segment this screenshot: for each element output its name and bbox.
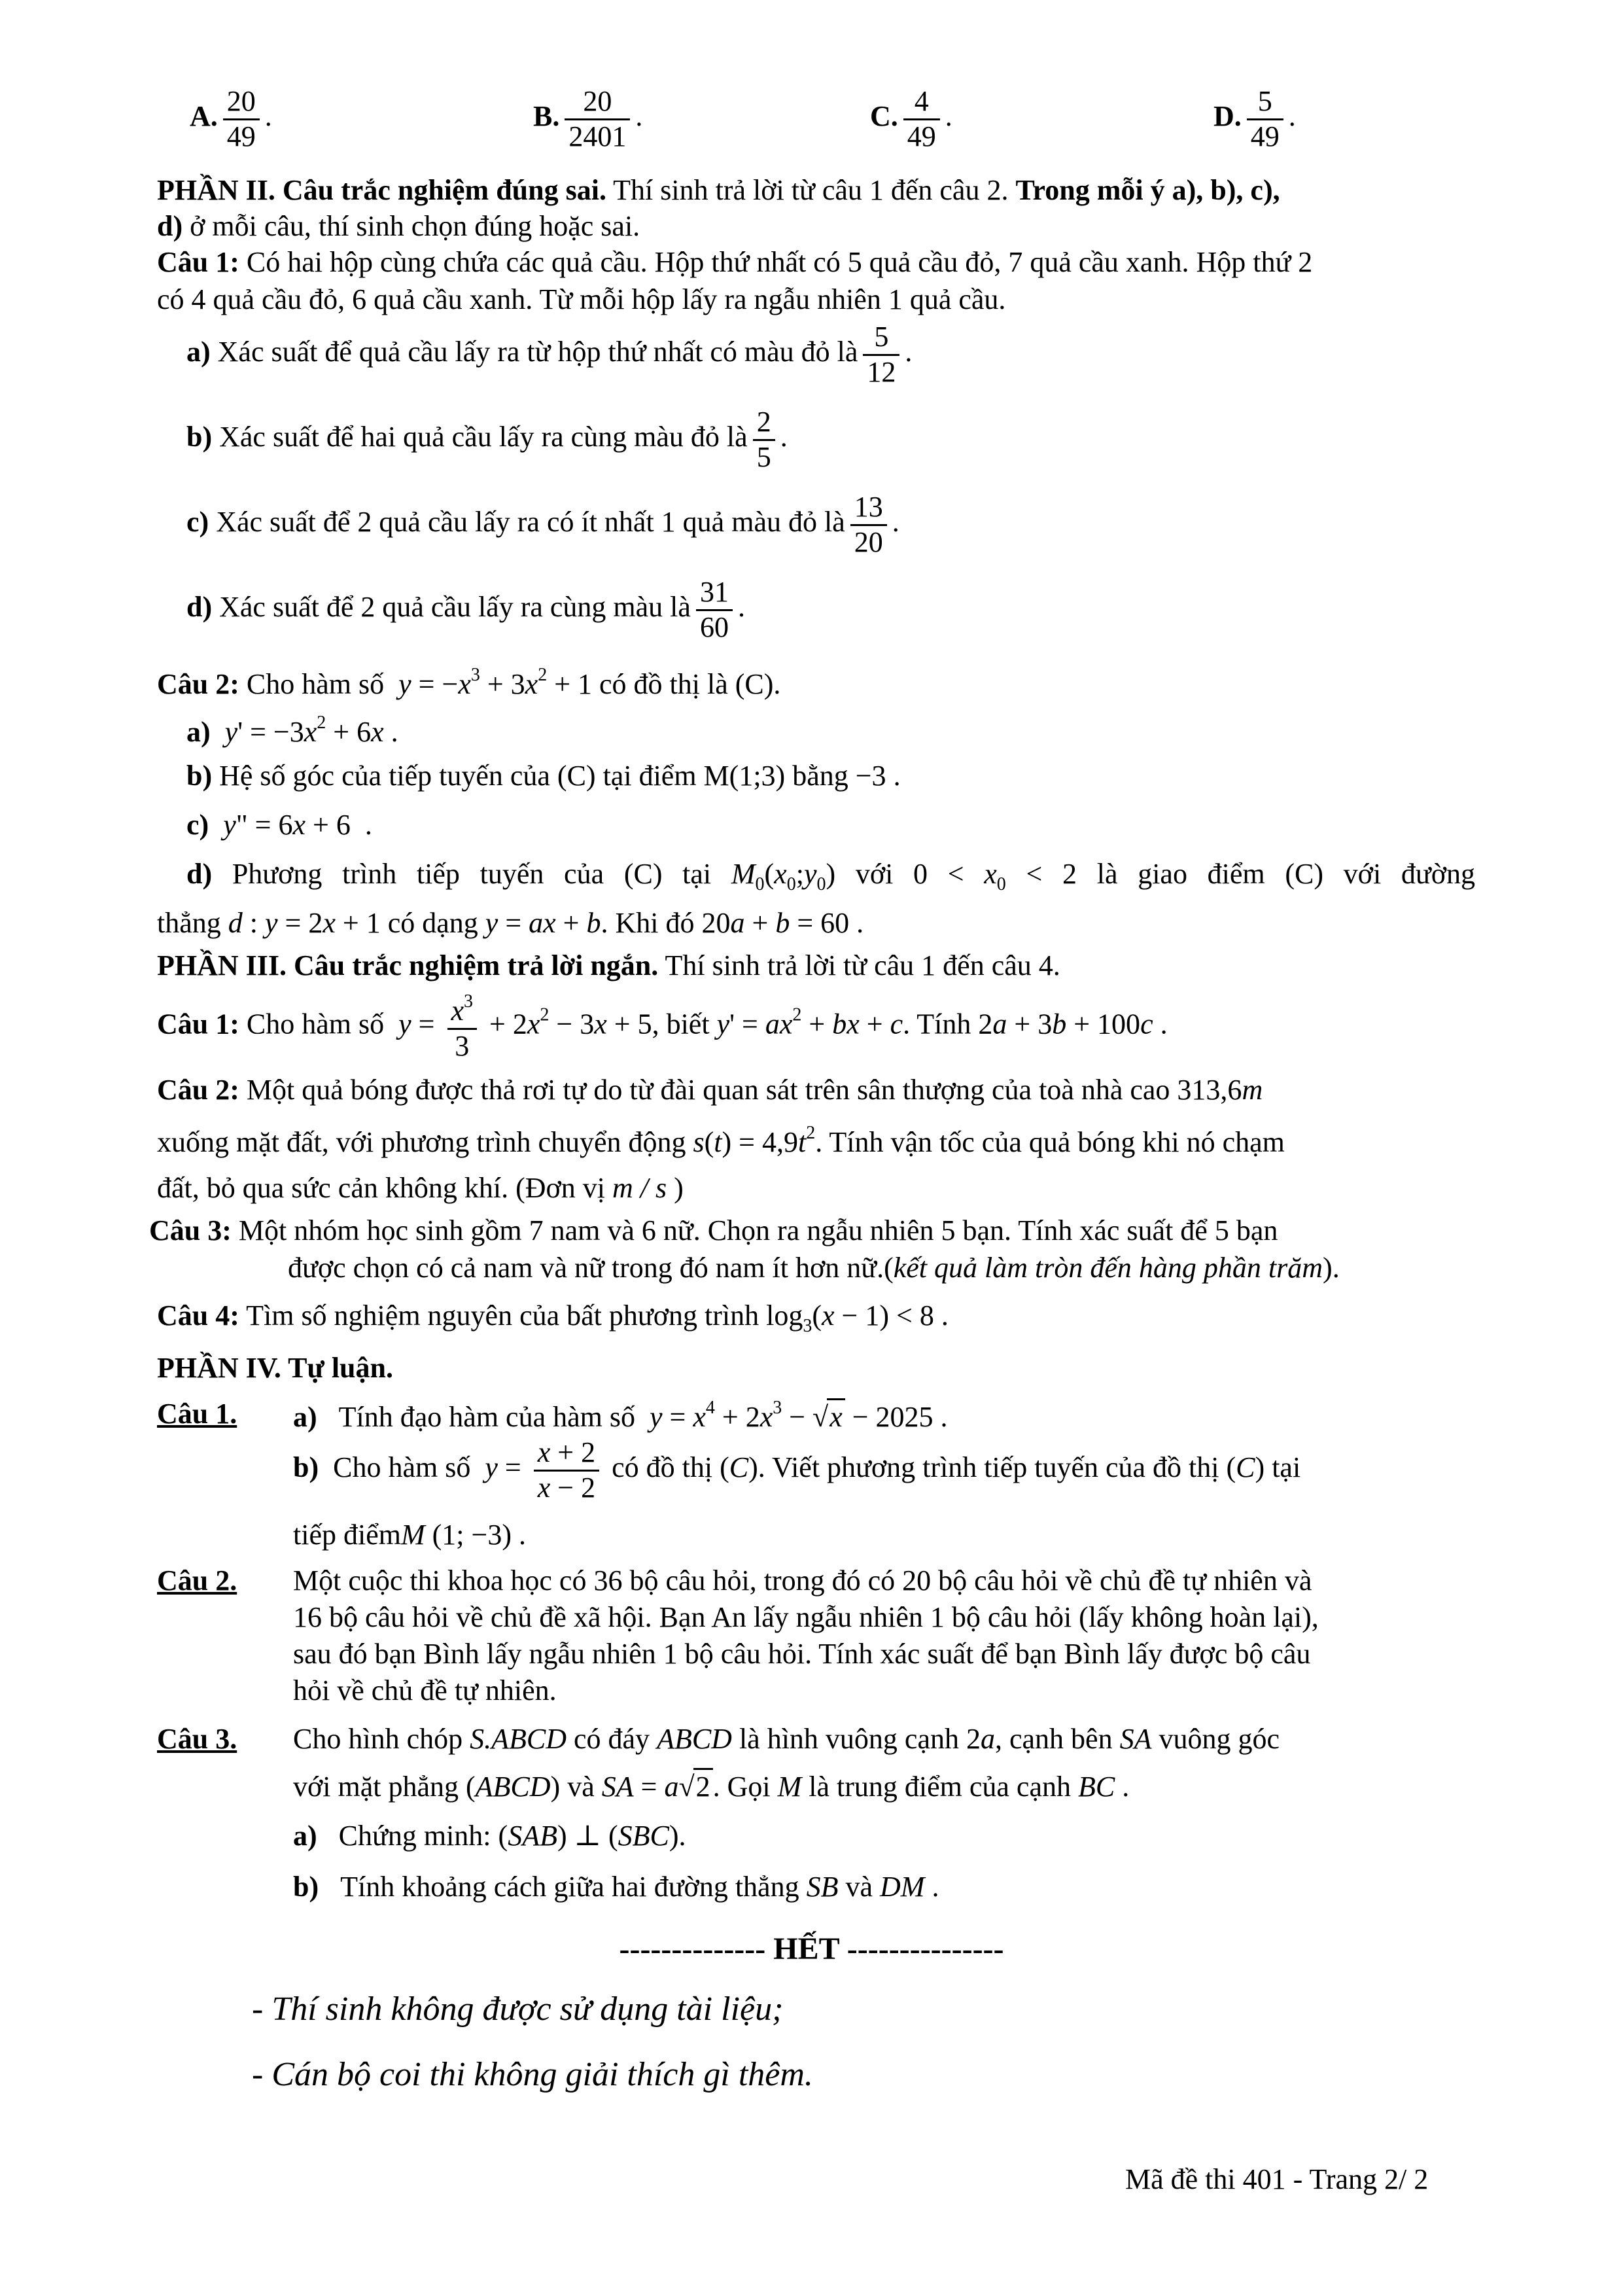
p4-q3-line1: Cho hình chóp S.ABCD có đáy ABCD là hình vuông cạnh 2a, cạnh bên SA vuông góc bbox=[293, 1723, 1280, 1755]
end-mark: -------------- HẾT --------------- bbox=[619, 1932, 1004, 1966]
p2-q1-line2: có 4 quả cầu đỏ, 6 quả cầu xanh. Từ mỗi hộp lấy ra ngẫu nhiên 1 quả cầu. bbox=[157, 283, 1006, 315]
p2-q2-c: c) y" = 6x + 6 . bbox=[186, 809, 372, 841]
p4-q3-label: Câu 3. bbox=[157, 1723, 237, 1755]
page-footer: Mã đề thi 401 - Trang 2/ 2 bbox=[1125, 2163, 1429, 2195]
p4-q3-b: b) Tính khoảng cách giữa hai đường thẳng SB và DM . bbox=[293, 1871, 939, 1903]
p4-q2-line4: hỏi về chủ đề tự nhiên. bbox=[293, 1674, 557, 1706]
p4-q3-line2: với mặt phẳng (ABCD) và SA = a√2. Gọi M là trung điểm của cạnh BC . bbox=[293, 1768, 1129, 1805]
p2-q1-b: b) Xác suất để hai quả cầu lấy ra cùng màu đỏ là $\frac{2}{5}$ . bbox=[186, 406, 788, 473]
p3-q2-line2: xuống mặt đất, với phương trình chuyển động $s(t) = 4,9t^2$. Tính vận tốc của quả bóng khi nó chạm bbox=[157, 1123, 1285, 1158]
p4-q1-label: Câu 1. bbox=[157, 1398, 237, 1430]
part2-intro: d) ở mỗi câu, thí sinh chọn đúng hoặc sai. bbox=[157, 210, 640, 242]
p2-q1-line1: Câu 1: Có hai hộp cùng chứa các quả cầu. Hộp thứ nhất có 5 quả cầu đỏ, 7 quả cầu xanh. Hộp thứ 2 bbox=[157, 246, 1313, 278]
option-b: B. $\frac{20}{2401}$ . bbox=[533, 85, 643, 152]
p3-q4: Câu 4: Tìm số nghiệm nguyên của bất phương trình $\log_3(x - 1) < 8$ . bbox=[157, 1299, 949, 1336]
part2-heading: PHẦN II. Câu trắc nghiệm đúng sai. Thí sinh trả lời từ câu 1 đến câu 2. Trong mỗi ý a), b), c), bbox=[157, 174, 1280, 206]
p2-q2: Câu 2: Cho hàm số $y = -x^3 + 3x^2 + 1$ có đồ thị là (C). bbox=[157, 665, 781, 700]
p2-q1-a: a) Xác suất để quả cầu lấy ra từ hộp thứ nhất có màu đỏ là $\frac{5}{12}$ . bbox=[186, 321, 913, 388]
p2-q1-c: c) Xác suất để 2 quả cầu lấy ra có ít nhất 1 quả màu đỏ là $\frac{13}{20}$ . bbox=[186, 491, 899, 558]
p3-q2-line1: Câu 2: Một quả bóng được thả rơi tự do từ đài quan sát trên sân thượng của toà nhà cao 313,6m bbox=[157, 1074, 1263, 1106]
p3-q2-line3: đất, bỏ qua sức cản không khí. (Đơn vị m / s ) bbox=[157, 1172, 684, 1204]
note-1: - Thí sinh không được sử dụng tài liệu; bbox=[252, 1990, 784, 2028]
p2-q2-a: a) $y' = -3x^2 + 6x$ . bbox=[186, 713, 398, 748]
p3-q3-line1: Câu 3: Một nhóm học sinh gồm 7 nam và 6 nữ. Chọn ra ngẫu nhiên 5 bạn. Tính xác suất để 5 bạn bbox=[149, 1214, 1278, 1246]
p4-q2-line2: 16 bộ câu hỏi về chủ đề xã hội. Bạn An lấy ngẫu nhiên 1 bộ câu hỏi (lấy không hoàn lại), bbox=[293, 1601, 1319, 1633]
option-c: C. $\frac{4}{49}$ . bbox=[870, 85, 952, 152]
p4-q2-label: Câu 2. bbox=[157, 1564, 237, 1597]
p4-q1-b: b) Cho hàm số y = $\frac{x + 2}{x - 2}$ có đồ thị (C). Viết phương trình tiếp tuyến của đồ thị (C) tại bbox=[293, 1436, 1301, 1504]
p4-q2-line1: Một cuộc thi khoa học có 36 bộ câu hỏi, trong đó có 20 bộ câu hỏi về chủ đề tự nhiên và bbox=[293, 1564, 1312, 1597]
note-2: - Cán bộ coi thi không giải thích gì thêm. bbox=[252, 2056, 813, 2093]
p4-q1-a: a) Tính đạo hàm của hàm số $y = x^4 + 2x^3 - √x - 2025$ . bbox=[293, 1397, 948, 1435]
part4-heading: PHẦN IV. Tự luận. bbox=[157, 1352, 394, 1384]
p4-q1-b-line2: tiếp điểmM (1; −3) . bbox=[293, 1519, 526, 1551]
p2-q2-d-line2: thẳng d : y = 2x + 1 có dạng y = ax + b. Khi đó 20a + b = 60 . bbox=[157, 907, 864, 939]
p2-q2-d: d) Phương trình tiếp tuyến của (C) tại $M_0(x_0;y_0)$ với $0 < x_0 < 2$ là giao điểm (C) với đường bbox=[186, 858, 1475, 894]
p2-q1-d: d) Xác suất để 2 quả cầu lấy ra cùng màu là $\frac{31}{60}$ . bbox=[186, 576, 745, 643]
p3-q3-line2: được chọn có cả nam và nữ trong đó nam ít hơn nữ.(kết quả làm tròn đến hàng phần trăm). bbox=[288, 1252, 1340, 1284]
p3-q1: Câu 1: Cho hàm số y = $\frac{x^3}{3}$ + $2x^2 - 3x + 5$, biết $y' = ax^2$ + bx + c. Tính 2a + 3b + 100c . bbox=[157, 991, 1168, 1062]
option-d: D. $\frac{5}{49}$ . bbox=[1213, 85, 1296, 152]
option-a: A. $\frac{20}{49}$ . bbox=[190, 85, 272, 152]
p4-q3-a: a) Chứng minh: (SAB) ⊥ (SBC). bbox=[293, 1820, 686, 1852]
p4-q2-line3: sau đó bạn Bình lấy ngẫu nhiên 1 bộ câu hỏi. Tính xác suất để bạn Bình lấy được bộ câu bbox=[293, 1638, 1311, 1670]
p2-q2-b: b) Hệ số góc của tiếp tuyến của (C) tại điểm M(1;3) bằng −3 . bbox=[186, 760, 901, 792]
part3-heading: PHẦN III. Câu trắc nghiệm trả lời ngắn. Thí sinh trả lời từ câu 1 đến câu 4. bbox=[157, 949, 1060, 981]
